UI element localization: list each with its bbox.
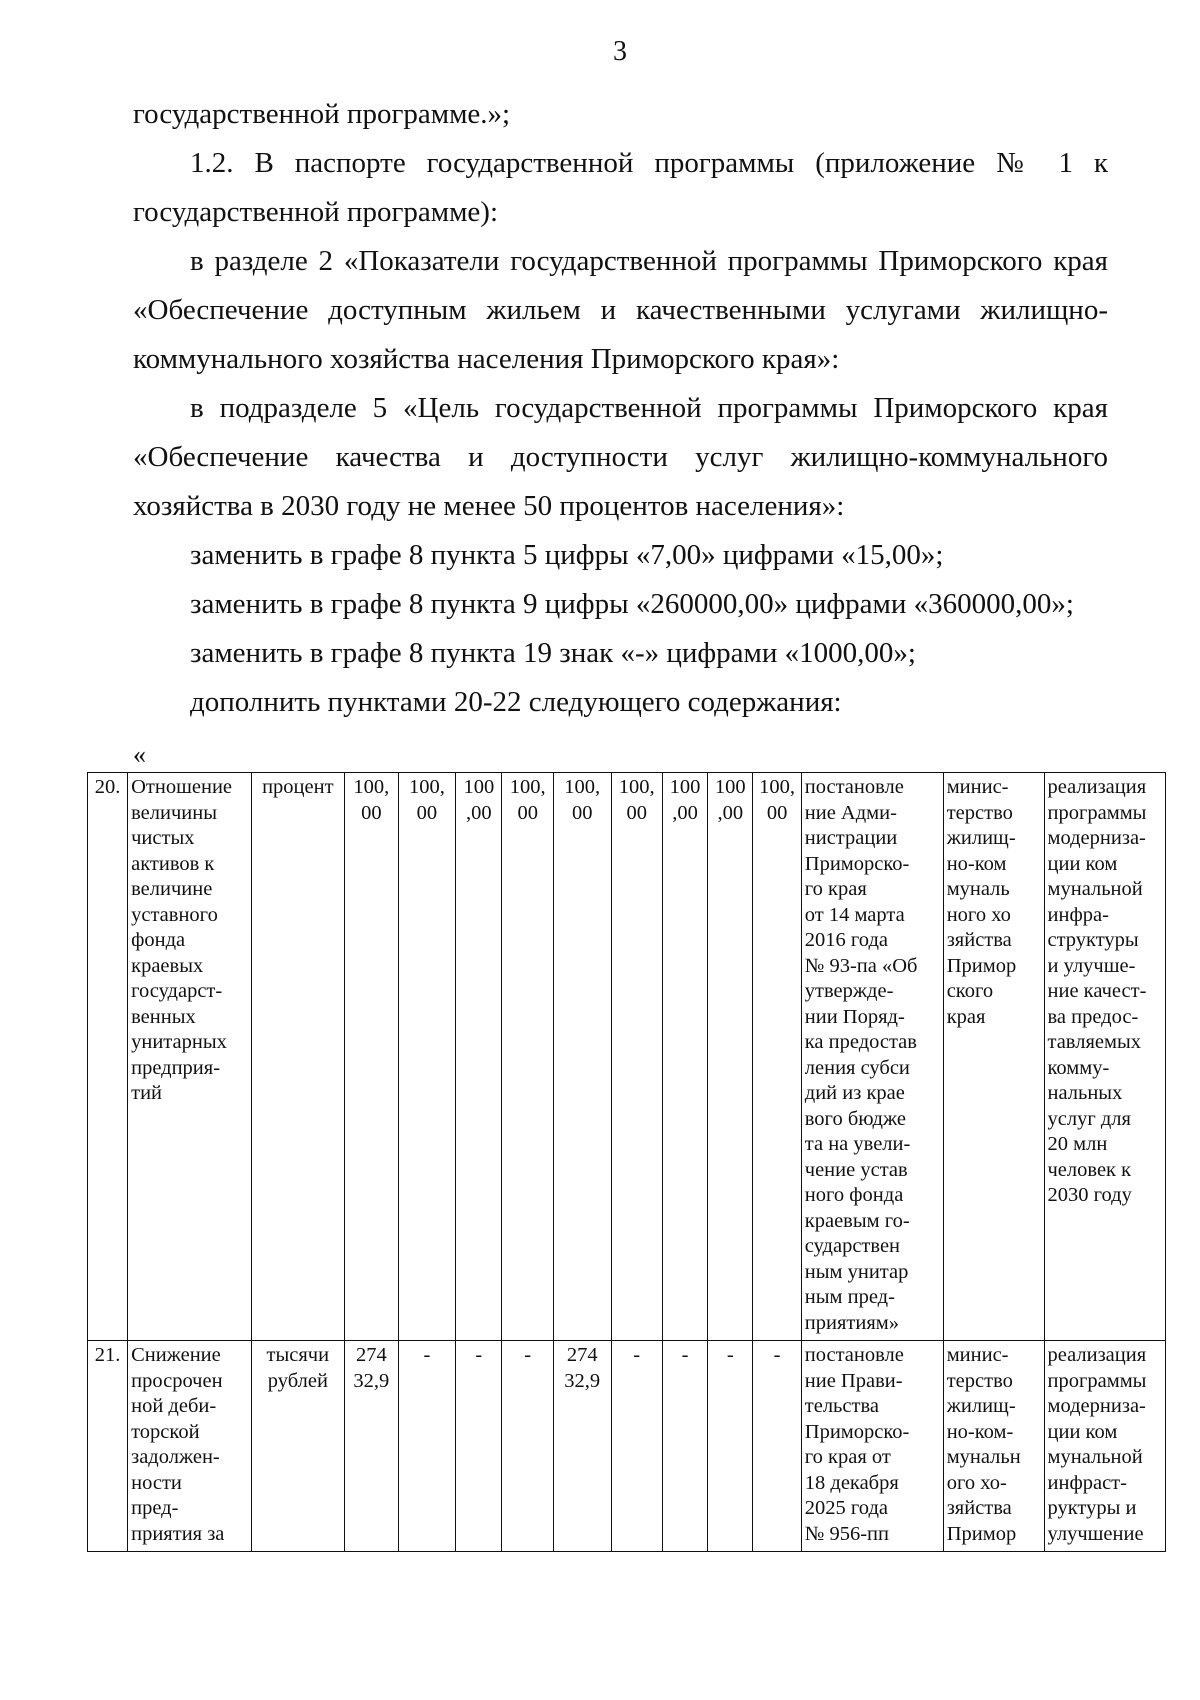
value-cell: - bbox=[662, 1341, 707, 1552]
document-cell: постановле ние Прави- тельства Приморско- го края от 18 декабря 2025 года № 956-пп bbox=[801, 1341, 943, 1552]
paragraph-5: коммунального хозяйства населения Приморского края»: bbox=[133, 343, 840, 375]
value-cell: 100, 00 bbox=[398, 773, 456, 1341]
indicators-table bbox=[87, 772, 1166, 1552]
value-cell: - bbox=[398, 1341, 456, 1552]
indicator-name: Снижение просрочен ной деби- торской задолжен- ности пред- приятия за bbox=[128, 1341, 251, 1552]
responsible-cell: минис- терство жилищ- но-ком муналь ного хо зяйства Примор ского края bbox=[943, 773, 1044, 1341]
value-cell: - bbox=[502, 1341, 553, 1552]
paragraph-10: заменить в графе 8 пункта 9 цифры «260000,00» цифрами «360000,00»; bbox=[190, 588, 1074, 620]
value-cell: 100, 00 bbox=[611, 773, 662, 1341]
paragraph-12: дополнить пунктами 20-22 следующего содержания: bbox=[190, 686, 842, 718]
value-cell: - bbox=[456, 1341, 502, 1552]
document-cell: постановле ние Адми- нистрации Приморско- го края от 14 марта 2016 года № 93-па «Об утвержде- нии Поряд- ка предостав ления субси дий из крае вого бюдже та на увели- чение устав ного фонда краевым го- сударствен ным унитар ным пред- приятиям» bbox=[801, 773, 943, 1341]
value-cell: 100, 00 bbox=[553, 773, 611, 1341]
paragraph-1: 1.2. В паспорте государственной программы (приложение № 1 к bbox=[190, 147, 1108, 179]
indicator-name: Отношение величины чистых активов к величине уставного фонда краевых государст- венных унитарных предприя- тий bbox=[128, 773, 251, 1341]
value-cell: - bbox=[753, 1341, 801, 1552]
paragraph-0: государственной программе.»; bbox=[133, 98, 511, 130]
paragraph-6: в подразделе 5 «Цель государственной программы Приморского края bbox=[190, 392, 1108, 424]
table-row bbox=[88, 773, 1166, 1341]
unit: процент bbox=[251, 773, 345, 1341]
value-cell: - bbox=[708, 1341, 753, 1552]
responsible-cell: минис- терство жилищ- но-ком- мунальн ого хо- зяйства Примор bbox=[943, 1341, 1044, 1552]
paragraph-4: «Обеспечение доступным жильем и качественными услугами жилищно- bbox=[133, 294, 1108, 326]
table-row bbox=[88, 1341, 1166, 1552]
unit: тысячи рублей bbox=[251, 1341, 345, 1552]
paragraph-7: «Обеспечение качества и доступности услуг жилищно-коммунального bbox=[133, 441, 1108, 473]
value-cell: 100, 00 bbox=[502, 773, 553, 1341]
value-cell: 100 ,00 bbox=[708, 773, 753, 1341]
opening-quote: « bbox=[133, 740, 146, 769]
value-cell: 100, 00 bbox=[345, 773, 398, 1341]
link-cell: реализация программы модерниза- ции ком мунальной инфра- структуры и улучше- ние качест- ва предос- тавляемых комму- нальных услуг для 20 млн человек к 2030 году bbox=[1044, 773, 1166, 1341]
paragraph-8: хозяйства в 2030 году не менее 50 процентов населения»: bbox=[133, 490, 845, 522]
value-cell: 274 32,9 bbox=[345, 1341, 398, 1552]
paragraph-3: в разделе 2 «Показатели государственной программы Приморского края bbox=[190, 245, 1108, 277]
value-cell: 274 32,9 bbox=[553, 1341, 611, 1552]
row-number: 21. bbox=[88, 1341, 128, 1552]
value-cell: 100 ,00 bbox=[662, 773, 707, 1341]
paragraph-11: заменить в графе 8 пункта 19 знак «-» цифрами «1000,00»; bbox=[190, 637, 916, 669]
page-number: 3 bbox=[613, 36, 627, 67]
paragraph-2: государственной программе): bbox=[133, 196, 499, 228]
value-cell: - bbox=[611, 1341, 662, 1552]
row-number: 20. bbox=[88, 773, 128, 1341]
paragraph-9: заменить в графе 8 пункта 5 цифры «7,00» цифрами «15,00»; bbox=[190, 539, 944, 571]
value-cell: 100 ,00 bbox=[456, 773, 502, 1341]
value-cell: 100, 00 bbox=[753, 773, 801, 1341]
link-cell: реализация программы модерниза- ции ком мунальной инфраст- руктуры и улучшение bbox=[1044, 1341, 1166, 1552]
